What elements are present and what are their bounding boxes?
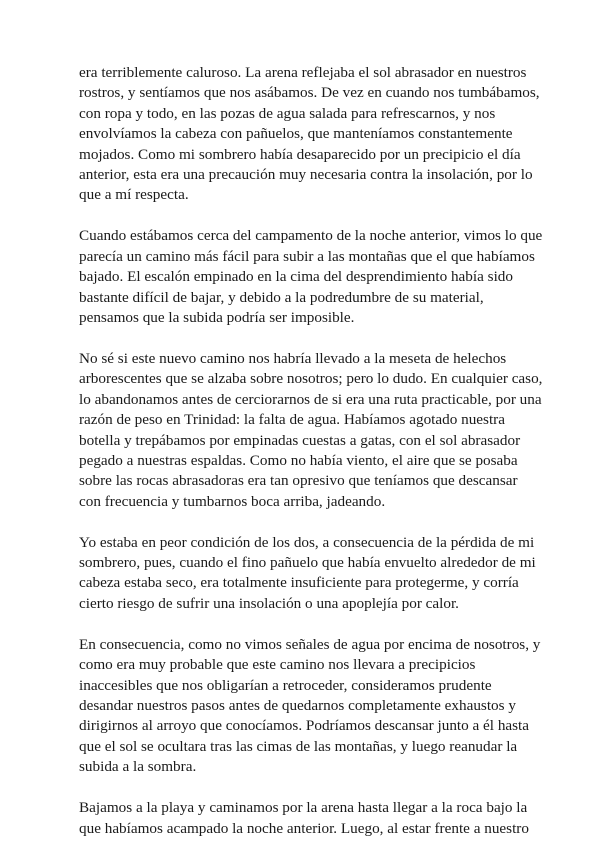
- paragraph-5: [79, 635, 541, 778]
- text-line: que habíamos acampado la noche anterior. Luego, al estar frente a nuestro: [79, 819, 529, 837]
- text-line: pegado a nuestras espaldas. Como no había viento, el aire que se posaba: [79, 451, 518, 469]
- text-line: razón de peso en Trinidad: la falta de agua. Habíamos agotado nuestra: [79, 411, 505, 429]
- text-line: En consecuencia, como no vimos señales de agua por encima de nosotros, y: [79, 635, 541, 653]
- body-text: [79, 63, 543, 859]
- text-line: que a mí respecta.: [79, 186, 189, 204]
- text-line: era terriblemente caluroso. La arena reflejaba el sol abrasador en nuestros: [79, 64, 527, 81]
- text-line: Yo estaba en peor condición de los dos, a consecuencia de la pérdida de mi: [79, 533, 535, 551]
- text-line: botella y trepábamos por empinadas cuestas a gatas, con el sol abrasador: [79, 431, 521, 449]
- text-line: No sé si este nuevo camino nos habría llevado a la meseta de helechos: [79, 349, 507, 367]
- paragraph-6: [79, 798, 527, 839]
- text-line: bastante difícil de bajar, y debido a la podredumbre de su material,: [79, 288, 484, 306]
- text-line: Cuando estábamos cerca del campamento de la noche anterior, vimos lo que: [79, 227, 543, 245]
- text-line: sobre las rocas abrasadoras era tan opresivo que teníamos que descansar: [79, 472, 518, 490]
- text-line: con frecuencia y tumbarnos boca arriba, jadeando.: [79, 492, 386, 510]
- paragraph-3: [79, 349, 543, 512]
- text-line: subida a la sombra.: [79, 758, 197, 776]
- text-line: que el sol se ocultara tras las cimas de las montañas, y luego reanudar la: [79, 737, 518, 755]
- text-line: mojados. Como mi sombrero había desaparecido por un precipicio el día: [79, 145, 521, 163]
- text-line: envolvíamos la cabeza con pañuelos, que manteníamos constantemente: [79, 125, 513, 143]
- text-line: desandar nuestros pasos antes de quedarnos completamente exhaustos y: [79, 696, 516, 714]
- text-line: pensamos que la subida podría ser imposible.: [79, 308, 355, 326]
- text-line: cierto riesgo de sufrir una insolación o una apoplejía por calor.: [79, 594, 459, 612]
- paragraph-2: [79, 226, 543, 328]
- text-line: bajado. El escalón empinado en la cima del desprendimiento había sido: [79, 268, 513, 286]
- paragraph-4: [79, 533, 536, 615]
- text-line: como era muy probable que este camino nos llevara a precipicios: [79, 656, 476, 674]
- text-line: cabeza estaba seco, era totalmente insuficiente para protegerme, y corría: [79, 574, 519, 592]
- text-line: sombrero, pues, cuando el fino pañuelo que había envuelto alrededor de mi: [79, 554, 536, 572]
- text-line: Bajamos a la playa y caminamos por la arena hasta llegar a la roca bajo la: [79, 799, 528, 817]
- text-line: rostros, y sentíamos que nos asábamos. De vez en cuando nos tumbábamos,: [79, 84, 540, 102]
- text-line: con ropa y todo, en las pozas de agua salada para refrescarnos, y nos: [79, 104, 496, 122]
- text-line: inaccesibles que nos obligarían a retroceder, consideramos prudente: [79, 676, 492, 694]
- text-line: arborescentes que se alzaba sobre nosotros; pero lo dudo. En cualquier caso,: [79, 370, 543, 388]
- text-line: anterior, esta era una precaución muy necesaria contra la insolación, por lo: [79, 166, 533, 184]
- paragraph-1: [79, 63, 540, 206]
- text-line: parecía un camino más fácil para subir a las montañas que el que habíamos: [79, 247, 535, 265]
- text-line: lo abandonamos antes de cerciorarnos de si era una ruta practicable, por una: [79, 390, 542, 408]
- text-line: dirigirnos al arroyo que conocíamos. Podríamos descansar junto a él hasta: [79, 717, 530, 735]
